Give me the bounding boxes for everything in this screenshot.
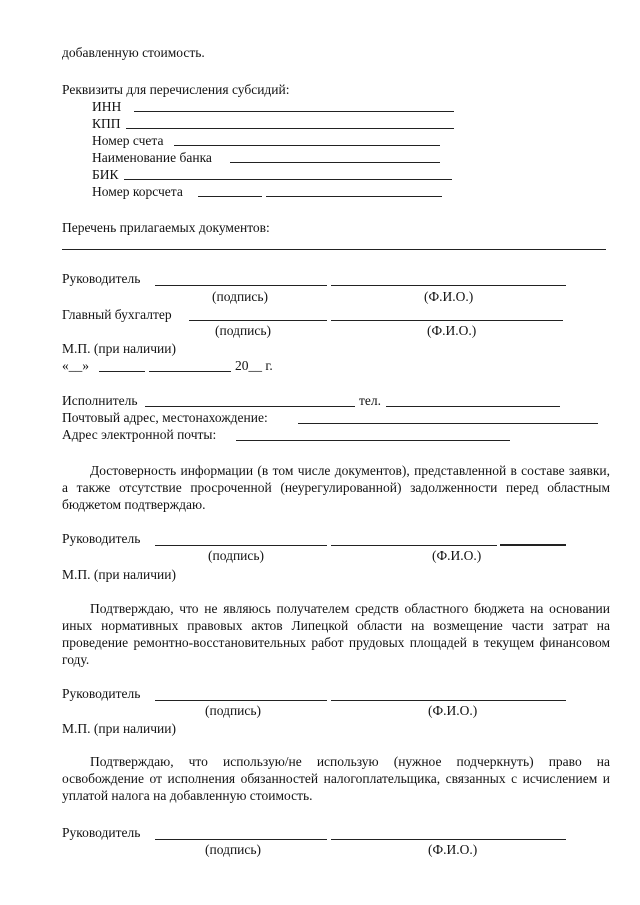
bank-label: Наименование банка	[92, 150, 212, 165]
signature-caption: (подпись)	[215, 323, 272, 338]
name-caption: (Ф.И.О.)	[424, 289, 474, 304]
date-year: 20__ г.	[235, 358, 273, 373]
account-field[interactable]	[174, 145, 440, 146]
name-caption: (Ф.И.О.)	[427, 323, 477, 338]
not-recipient-text: Подтверждаю, что не являюсь получателем средств областного бюджета на основании иных нормативных правовых актов Липецкой области на возмещение части затрат на проведение ремонтно-восстановительных работ прудовых площадей в текущем финансовом году.	[62, 601, 610, 667]
corr-account-label: Номер корсчета	[92, 184, 183, 199]
signature-caption: (подпись)	[208, 548, 265, 563]
phone-field[interactable]	[386, 406, 560, 407]
postal-label: Почтовый адрес, местонахождение:	[62, 410, 268, 425]
executor-field[interactable]	[145, 406, 355, 407]
vat-text: Подтверждаю, что использую/не использую (нужное подчеркнуть) право на освобождение от исполнения обязанностей налогоплательщика, связанных с исчислением и уплатой налога на добавленную стоимость.	[62, 754, 610, 803]
head-label: Руководитель	[62, 686, 141, 701]
date-day: «__»	[62, 358, 89, 373]
corr-account-field-2[interactable]	[266, 196, 442, 197]
head-signature-field[interactable]	[155, 545, 327, 546]
not-recipient-paragraph	[62, 600, 610, 668]
chief-accountant-label: Главный бухгалтер	[62, 307, 172, 322]
head-name-field[interactable]	[331, 839, 566, 840]
head-label: Руководитель	[62, 271, 141, 286]
corr-account-field-1[interactable]	[198, 196, 262, 197]
head-signature-field[interactable]	[155, 700, 327, 701]
head-name-field[interactable]	[331, 545, 497, 546]
executor-label: Исполнитель	[62, 393, 138, 408]
postal-field[interactable]	[298, 423, 598, 424]
stamp-label: М.П. (при наличии)	[62, 721, 176, 736]
date-month-field-1[interactable]	[99, 371, 145, 372]
top-fragment: добавленную стоимость.	[62, 45, 205, 60]
email-field[interactable]	[236, 440, 510, 441]
head-name-field[interactable]	[331, 285, 566, 286]
name-caption: (Ф.И.О.)	[432, 548, 482, 563]
account-label: Номер счета	[92, 133, 164, 148]
inn-field[interactable]	[134, 111, 454, 112]
documents-heading: Перечень прилагаемых документов:	[62, 220, 270, 235]
accountant-name-field[interactable]	[331, 320, 563, 321]
head-signature-field[interactable]	[155, 285, 327, 286]
head-label: Руководитель	[62, 531, 141, 546]
name-caption: (Ф.И.О.)	[428, 842, 478, 857]
head-name-field-extra[interactable]	[500, 544, 566, 546]
email-label: Адрес электронной почты:	[62, 427, 217, 442]
requisites-heading: Реквизиты для перечисления субсидий:	[62, 82, 290, 97]
head-name-field[interactable]	[331, 700, 566, 701]
date-month-field-2[interactable]	[149, 371, 231, 372]
signature-caption: (подпись)	[205, 842, 262, 857]
vat-paragraph	[62, 753, 610, 804]
reliability-paragraph	[62, 462, 610, 513]
accountant-signature-field[interactable]	[189, 320, 327, 321]
phone-label: тел.	[359, 393, 382, 408]
stamp-label: М.П. (при наличии)	[62, 341, 176, 356]
bank-field[interactable]	[230, 162, 440, 163]
documents-field[interactable]	[62, 249, 606, 250]
kpp-field[interactable]	[126, 128, 454, 129]
kpp-label: КПП	[92, 116, 121, 131]
head-signature-field[interactable]	[155, 839, 327, 840]
reliability-text: Достоверность информации (в том числе документов), представленной в составе заявки, а также отсутствие просроченной (неурегулированной) задолженности перед областным бюджетом подтверждаю.	[62, 463, 610, 512]
name-caption: (Ф.И.О.)	[428, 703, 478, 718]
signature-caption: (подпись)	[212, 289, 269, 304]
bik-label: БИК	[92, 167, 119, 182]
signature-caption: (подпись)	[205, 703, 262, 718]
inn-label: ИНН	[92, 99, 122, 114]
stamp-label: М.П. (при наличии)	[62, 567, 176, 582]
bik-field[interactable]	[124, 179, 452, 180]
head-label: Руководитель	[62, 825, 141, 840]
